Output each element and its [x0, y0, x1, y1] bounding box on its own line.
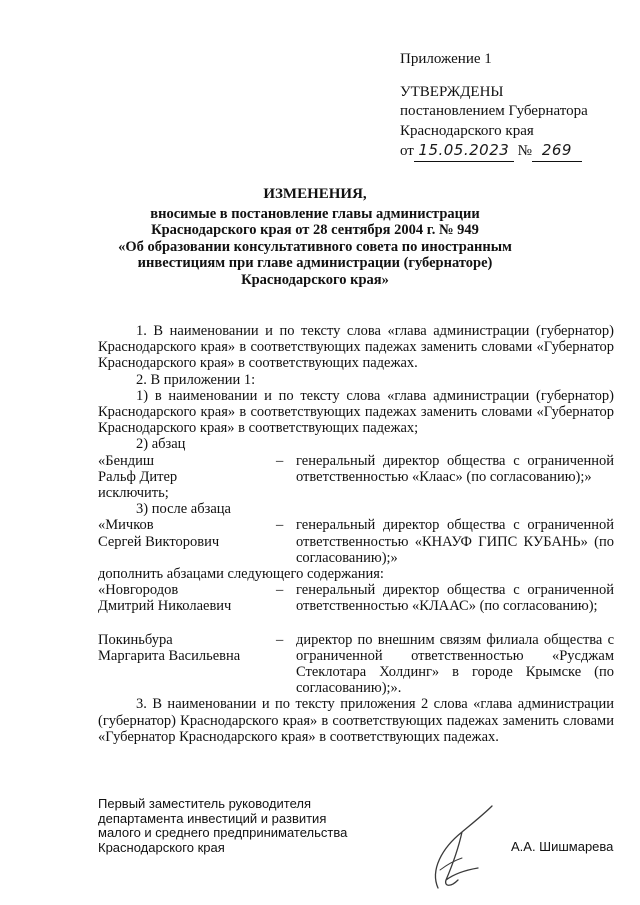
entry-3-name: [98, 582, 276, 614]
entry-3-description: генеральный директор общества с ограниченной ответственностью «КЛААС» (по согласованию);: [296, 582, 614, 615]
paragraph-7: дополнить абзацами следующего содержания:: [98, 566, 384, 583]
entry-3-surname: «Новгородов: [98, 582, 179, 599]
number-prefix: №: [517, 143, 532, 159]
paragraph-4: 2) абзац: [136, 436, 186, 453]
document-title: ИЗМЕНЕНИЯ,: [263, 186, 367, 202]
approved-label: УТВЕРЖДЕНЫ: [400, 83, 504, 100]
paragraph-3: 1) в наименовании и по тексту слова «глава администрации (губернатор) Краснодарского края» в соответствующих падежах заменить словами «Губернатор Краснодарского края» в соответствующих падежах;: [98, 387, 614, 437]
signatory-line-1: Первый заместитель руководителя: [98, 796, 312, 811]
title-line-4: инвестициям при главе администрации (губернаторе): [137, 255, 493, 271]
paragraph-1: 1. В наименовании и по тексту слова «глава администрации (губернатор) Краснодарского края» в соответствующих падежах заменить словами «Губернатор Краснодарского края» в соответствующих падежах.: [98, 323, 614, 372]
entry-2-given: Сергей Викторович: [98, 533, 220, 550]
title-line-1: вносимые в постановление главы администрации: [150, 205, 480, 222]
entry-1-description: генеральный директор общества с ограниченной ответственностью «Клаас» (по согласованию);»: [296, 452, 614, 485]
title-line-5: Краснодарского края»: [241, 271, 389, 288]
paragraph-6: 3) после абзаца: [136, 501, 231, 518]
paragraph-2: 2. В приложении 1:: [136, 371, 256, 388]
entry-2-name: [98, 517, 276, 566]
entry-2-dash: –: [276, 517, 284, 534]
approval-block: [400, 50, 635, 162]
signer-name: А.А. Шишмарева: [511, 839, 614, 854]
entry-1-name: [98, 453, 276, 485]
entry-2-description: генеральный директор общества с ограниченной ответственностью «КНАУФ ГИПС КУБАНЬ» (по согласованию);»: [296, 517, 614, 566]
entry-4: [98, 632, 614, 697]
approved-by-line1: постановлением Губернатора: [400, 103, 588, 119]
entry-4-dash: –: [276, 631, 284, 648]
title-line-2: Краснодарского края от 28 сентября 2004 г. № 949: [151, 222, 479, 238]
approved-by-line2: Краснодарского края: [400, 122, 534, 139]
entry-2: [98, 517, 614, 566]
entry-4-surname: Покиньбура: [98, 631, 173, 648]
title-line-3: «Об образовании консультативного совета по иностранным: [118, 238, 512, 255]
entry-3: [98, 582, 614, 614]
date-number-line: [400, 141, 635, 162]
entry-1-surname: «Бендиш: [98, 452, 155, 469]
signatory-block: [98, 797, 398, 855]
handwritten-signature: [400, 800, 520, 900]
entry-4-given: Маргарита Васильевна: [98, 647, 241, 664]
date-prefix: от: [400, 143, 414, 159]
entry-3-given: Дмитрий Николаевич: [98, 598, 232, 615]
document-body: [98, 323, 614, 745]
entry-1: [98, 453, 614, 485]
number-value: 269: [532, 141, 582, 162]
title-block: [90, 186, 540, 288]
paragraph-8: 3. В наименовании и по тексту приложения 2 слова «глава администрации (губернатор) Краснодарского края» в соответствующих падежах заменить словами «Губернатор Краснодарского края» в соответствующих падежах.: [98, 696, 614, 745]
signatory-line-4: Краснодарского края: [98, 839, 225, 855]
paragraph-5: исключить;: [98, 485, 169, 502]
entry-4-description: директор по внешним связям филиала общества с ограниченной ответственностью «Русджам Стеклотара Холдинг» в городе Крымске (по согласованию);».: [296, 631, 614, 697]
date-value: 15.05.2023: [414, 141, 514, 162]
entry-4-name: [98, 632, 276, 697]
appendix-label: Приложение 1: [400, 51, 492, 67]
entry-2-surname: «Мичков: [98, 517, 154, 534]
entry-1-given: Ральф Дитер: [98, 468, 178, 485]
entry-1-dash: –: [276, 452, 284, 469]
entry-3-dash: –: [276, 582, 284, 599]
signatory-line-2: департамента инвестиций и развития: [98, 810, 327, 826]
signatory-line-3: малого и среднего предпринимательства: [98, 825, 348, 840]
